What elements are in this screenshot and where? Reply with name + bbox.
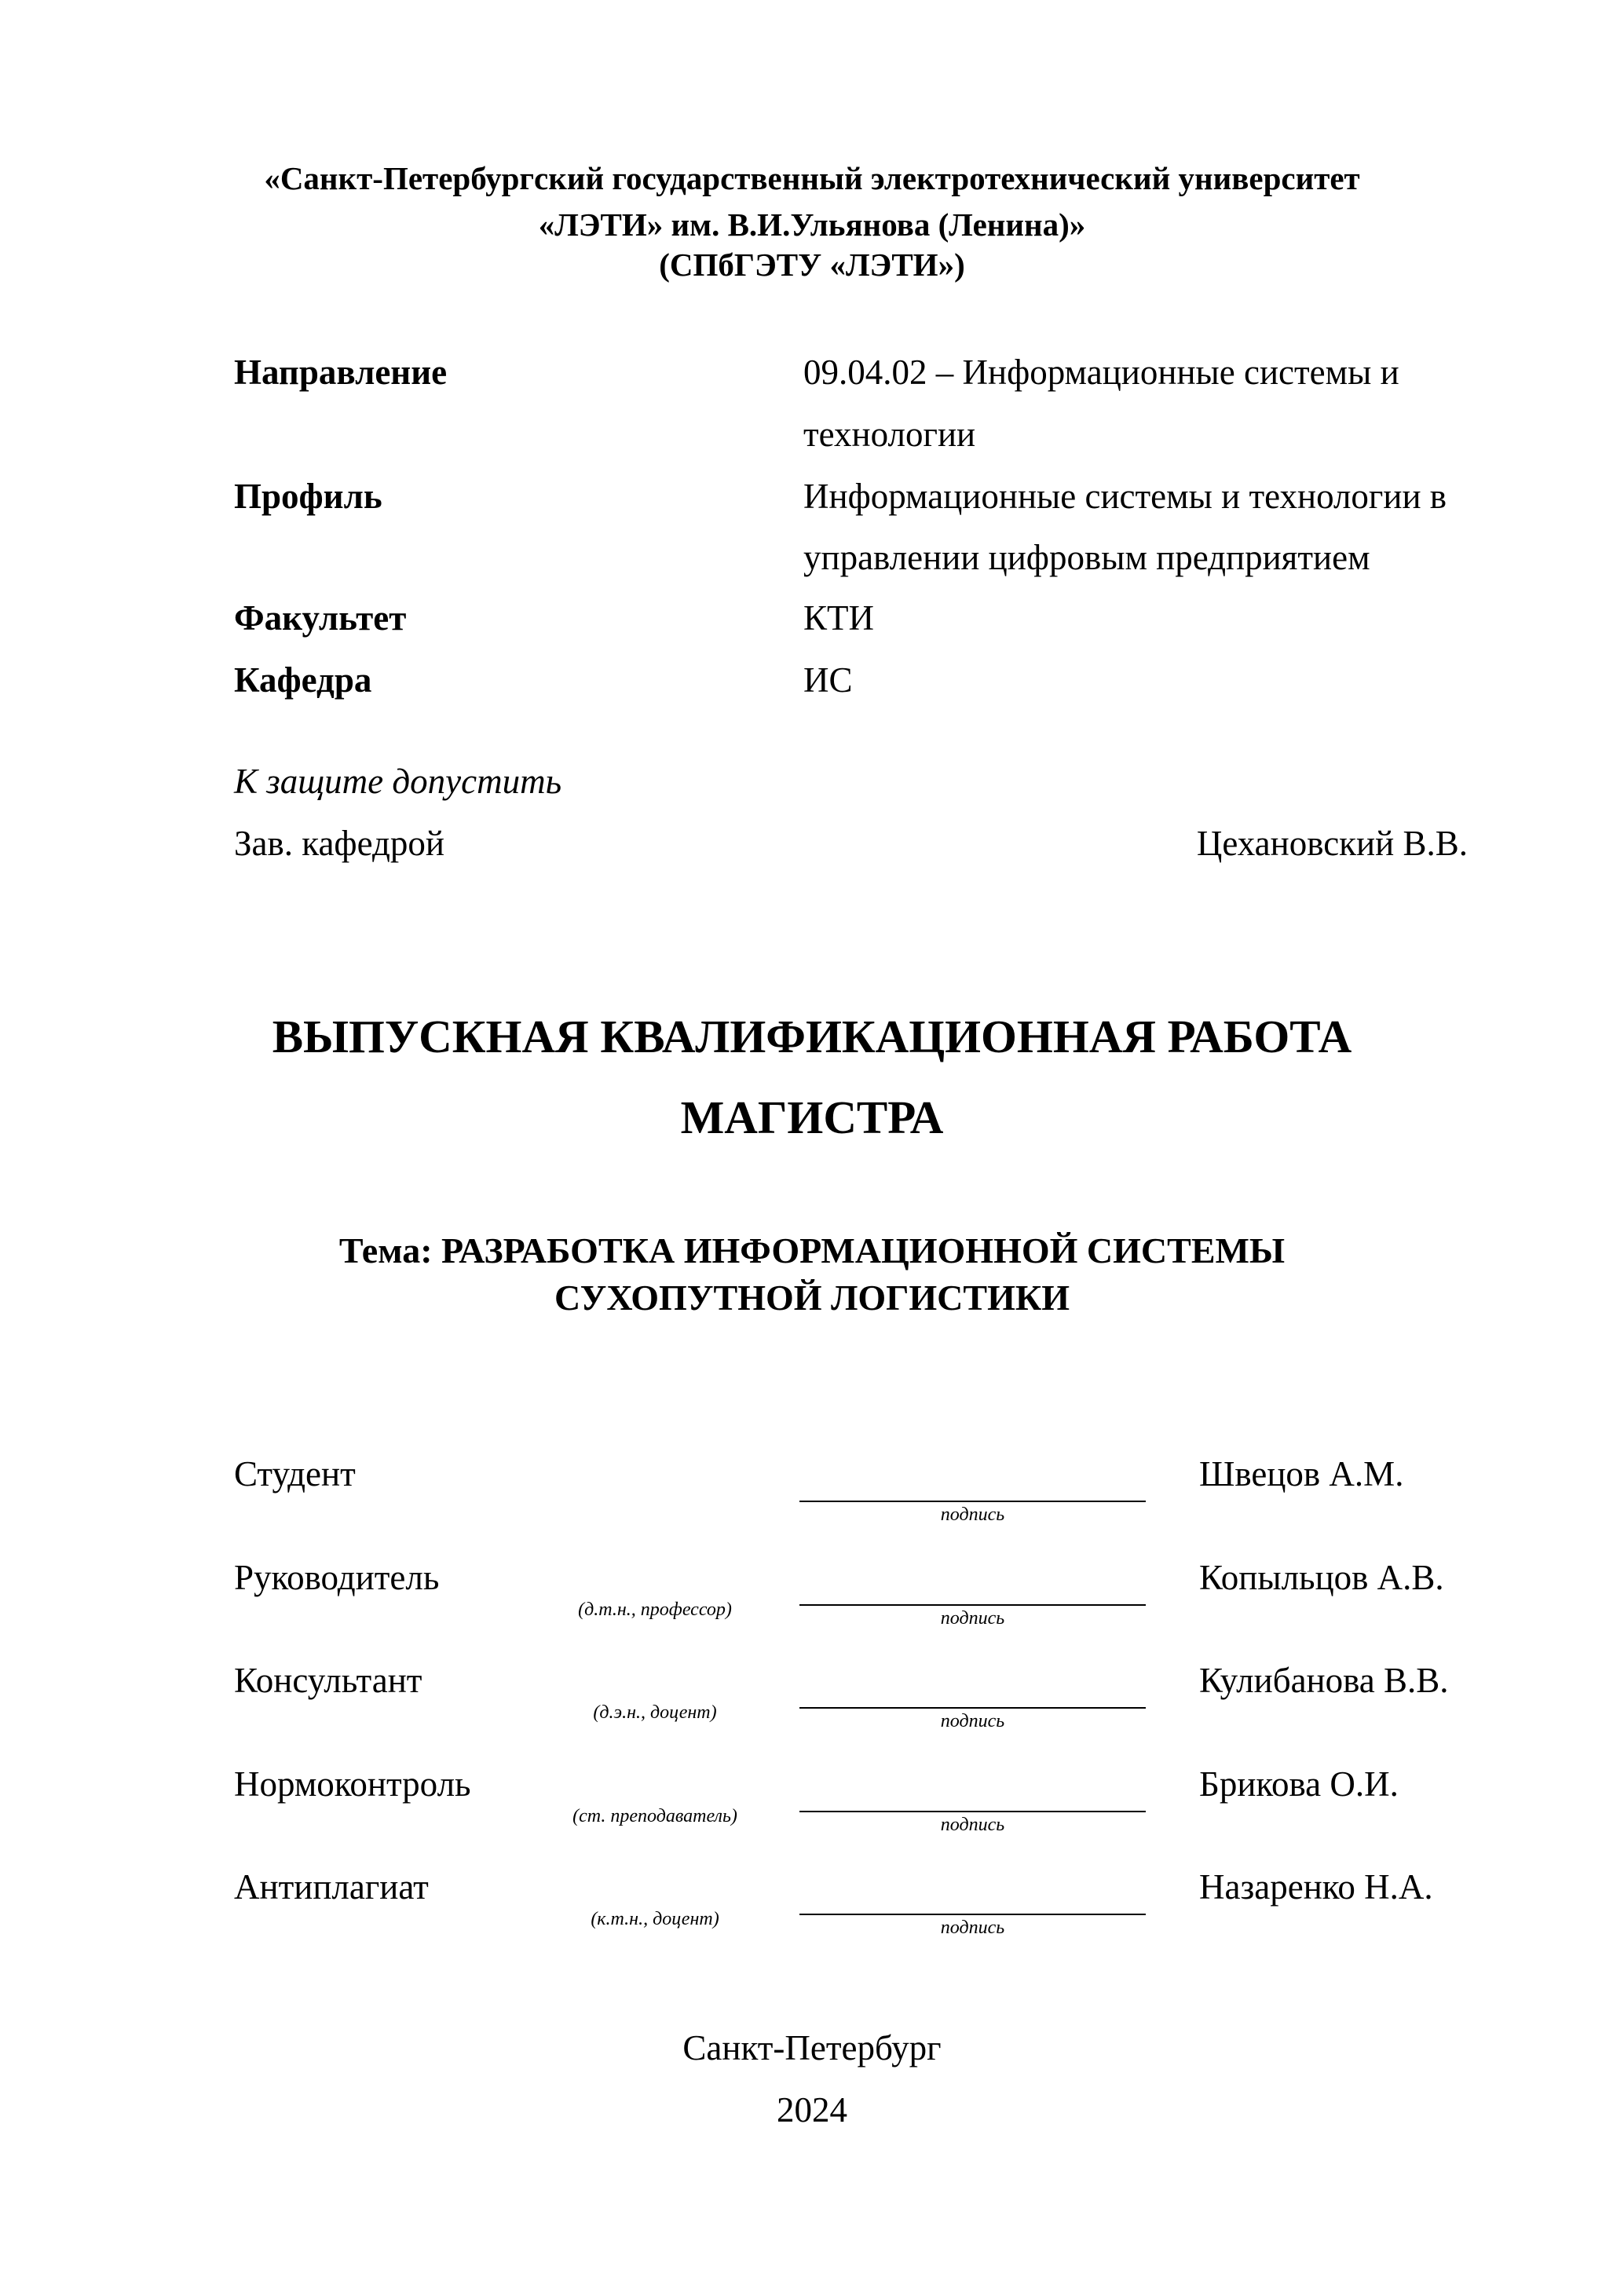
signature-caption: подпись — [940, 1814, 1005, 1835]
signature-line — [799, 1604, 1146, 1606]
head-of-department-name: Цехановский В.В. — [1196, 824, 1468, 863]
direction-label: Направление — [234, 353, 448, 392]
university-abbr: (СПбГЭТУ «ЛЭТИ») — [659, 247, 965, 283]
year: 2024 — [777, 2090, 847, 2130]
signature-role: Консультант — [234, 1661, 422, 1700]
direction-value-line1: 09.04.02 – Информационные системы и — [803, 353, 1399, 392]
signature-line — [799, 1914, 1146, 1915]
signature-name: Копыльцов А.В. — [1199, 1557, 1444, 1597]
theme-line2: СУХОПУТНОЙ ЛОГИСТИКИ — [554, 1278, 1070, 1318]
document-title-line1: ВЫПУСКНАЯ КВАЛИФИКАЦИОННАЯ РАБОТА — [272, 1011, 1352, 1062]
profile-label: Профиль — [234, 477, 382, 516]
theme-line1: Тема: РАЗРАБОТКА ИНФОРМАЦИОННОЙ СИСТЕМЫ — [338, 1230, 1286, 1270]
signature-name: Швецов А.М. — [1199, 1454, 1404, 1493]
profile-value-line2: управлении цифровым предприятием — [803, 538, 1370, 577]
head-of-department-label: Зав. кафедрой — [234, 824, 444, 863]
faculty-label: Факультет — [234, 598, 407, 638]
signature-qualification: (ст. преподаватель) — [572, 1805, 737, 1826]
document-title-line2: МАГИСТРА — [680, 1091, 944, 1143]
signature-role: Антиплагиат — [234, 1867, 429, 1907]
signature-line — [799, 1707, 1146, 1709]
city: Санкт-Петербург — [682, 2028, 942, 2067]
signature-qualification: (к.т.н., доцент) — [591, 1909, 719, 1929]
signature-caption: подпись — [940, 1504, 1005, 1525]
signature-caption: подпись — [940, 1918, 1005, 1938]
signature-line — [799, 1811, 1146, 1812]
signature-role: Студент — [234, 1454, 356, 1493]
signature-line — [799, 1501, 1146, 1502]
university-name-line2: «ЛЭТИ» им. В.И.Ульянова (Ленина)» — [538, 207, 1086, 243]
faculty-value: КТИ — [803, 598, 874, 638]
signature-qualification: (д.э.н., доцент) — [593, 1702, 717, 1723]
department-label: Кафедра — [234, 660, 372, 700]
signature-qualification: (д.т.н., профессор) — [578, 1599, 732, 1620]
signature-role: Руководитель — [234, 1557, 440, 1597]
signature-name: Назаренко Н.А. — [1199, 1867, 1433, 1907]
signature-caption: подпись — [940, 1711, 1005, 1731]
admit-to-defense: К защите допустить — [234, 762, 562, 801]
department-value: ИС — [803, 660, 853, 700]
direction-value-line2: технологии — [803, 415, 976, 454]
signature-name: Кулибанова В.В. — [1199, 1661, 1449, 1700]
signature-caption: подпись — [940, 1607, 1005, 1629]
signature-role: Нормоконтроль — [234, 1764, 471, 1804]
signature-name: Брикова О.И. — [1199, 1764, 1399, 1804]
profile-value-line1: Информационные системы и технологии в — [803, 477, 1447, 516]
university-name-line1: «Санкт-Петербургский государственный электротехнический университет — [264, 160, 1360, 196]
